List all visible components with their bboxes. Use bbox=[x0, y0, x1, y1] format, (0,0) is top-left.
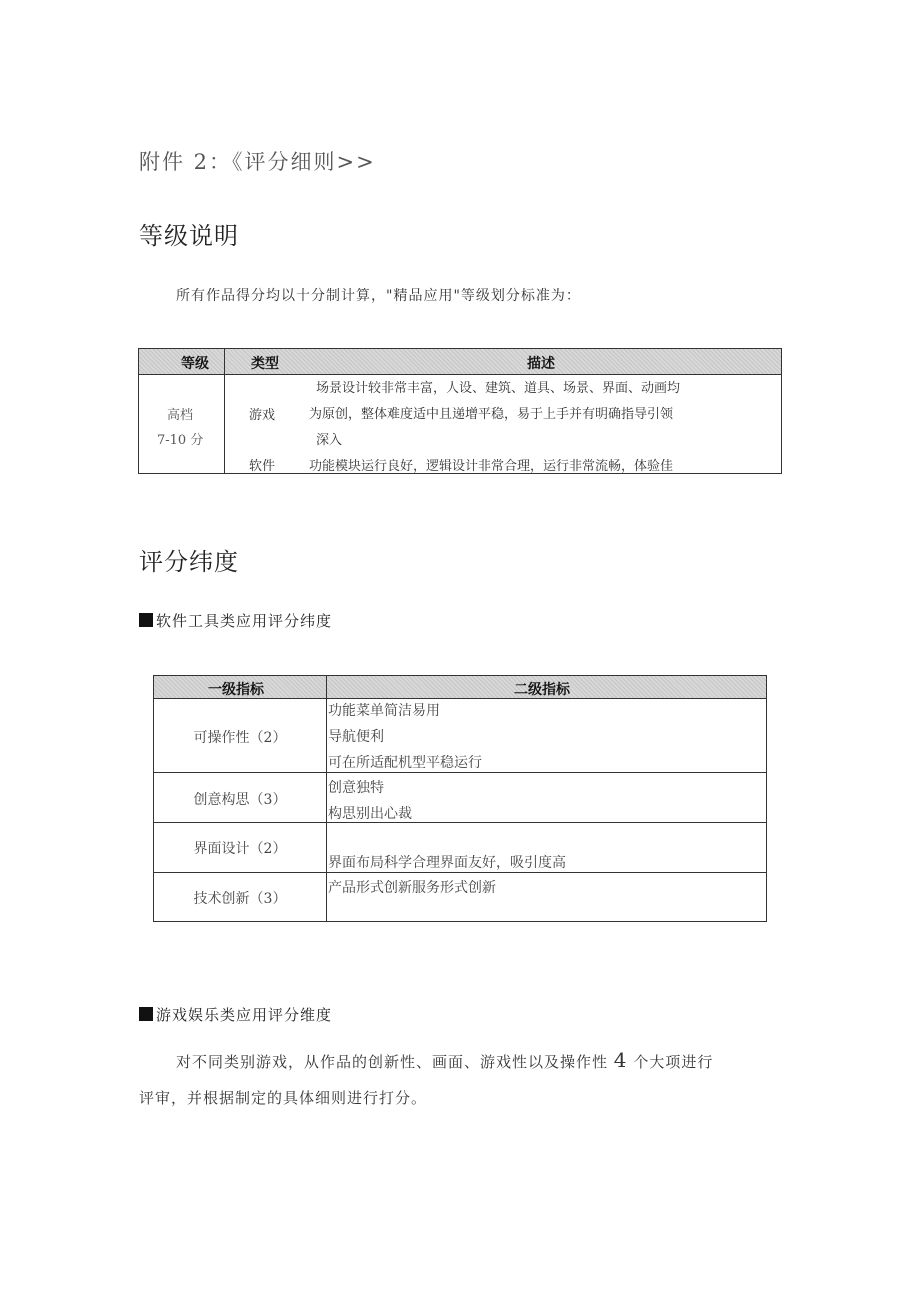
header-primary: 一级指标 bbox=[208, 682, 264, 698]
header-secondary: 二级指标 bbox=[514, 682, 570, 698]
dimension-heading: 评分纬度 bbox=[139, 548, 239, 576]
game-paragraph-line2: 评审，并根据制定的具体细则进行打分。 bbox=[139, 1089, 428, 1107]
grade-intro: 所有作品得分均以十分制计算，"精品应用"等级划分标准为： bbox=[176, 288, 581, 304]
secondary-item: 产品形式创新服务形式创新 bbox=[328, 880, 496, 896]
secondary-item: 可在所适配机型平稳运行 bbox=[328, 755, 482, 771]
software-table-header bbox=[154, 676, 766, 699]
desc-game-line: 为原创，整体难度适中且递增平稳，易于上手并有明确指导引领 bbox=[309, 407, 674, 422]
type-game: 游戏 bbox=[249, 408, 276, 423]
header-type: 类型 bbox=[251, 356, 279, 372]
game-subheading bbox=[139, 1004, 332, 1025]
paragraph-text: 对不同类别游戏，从作品的创新性、画面、游戏性以及操作性 bbox=[176, 1053, 609, 1071]
desc-software-line: 功能模块运行良好，逻辑设计非常合理，运行非常流畅，体验佳 bbox=[309, 459, 674, 474]
grade-name: 高档 bbox=[167, 408, 194, 423]
secondary-item: 功能菜单简洁易用 bbox=[328, 703, 440, 719]
desc-game-line: 场景设计较非常丰富，人设、建筑、道具、场景、界面、动画均 bbox=[316, 381, 681, 396]
paragraph-number: 4 bbox=[613, 1048, 628, 1072]
primary-innovation: 技术创新（3） bbox=[193, 891, 287, 907]
header-grade: 等级 bbox=[181, 356, 209, 372]
software-subheading bbox=[139, 610, 332, 631]
primary-interface: 界面设计（2） bbox=[193, 841, 287, 857]
attachment-title: 附件 2：《评分细则>> bbox=[139, 150, 376, 174]
header-description: 描述 bbox=[527, 356, 555, 372]
grade-heading: 等级说明 bbox=[139, 222, 239, 250]
grade-table-header bbox=[139, 349, 781, 375]
desc-game-line: 深入 bbox=[316, 433, 343, 448]
software-criteria-table bbox=[153, 675, 767, 922]
column-divider bbox=[326, 676, 327, 921]
secondary-item: 导航便利 bbox=[328, 729, 384, 745]
paragraph-text: 个大项进行 bbox=[633, 1053, 714, 1071]
grade-divider bbox=[224, 349, 225, 473]
square-bullet-icon bbox=[139, 1007, 153, 1021]
game-subheading-text: 游戏娱乐类应用评分维度 bbox=[156, 1006, 333, 1024]
secondary-item: 界面布局科学合理界面友好，吸引度高 bbox=[328, 855, 566, 871]
game-paragraph-line1 bbox=[176, 1048, 713, 1072]
row-divider bbox=[154, 822, 766, 823]
type-software: 软件 bbox=[249, 459, 276, 474]
grade-range: 7-10 分 bbox=[157, 433, 204, 448]
row-divider bbox=[154, 772, 766, 773]
grade-table bbox=[138, 348, 782, 474]
secondary-item: 创意独特 bbox=[328, 780, 384, 796]
row-divider bbox=[154, 872, 766, 873]
software-subheading-text: 软件工具类应用评分纬度 bbox=[156, 612, 333, 630]
primary-creativity: 创意构思（3） bbox=[193, 792, 287, 808]
primary-operability: 可操作性（2） bbox=[193, 730, 287, 746]
square-bullet-icon bbox=[139, 613, 153, 627]
secondary-item: 构思别出心裁 bbox=[328, 806, 412, 822]
